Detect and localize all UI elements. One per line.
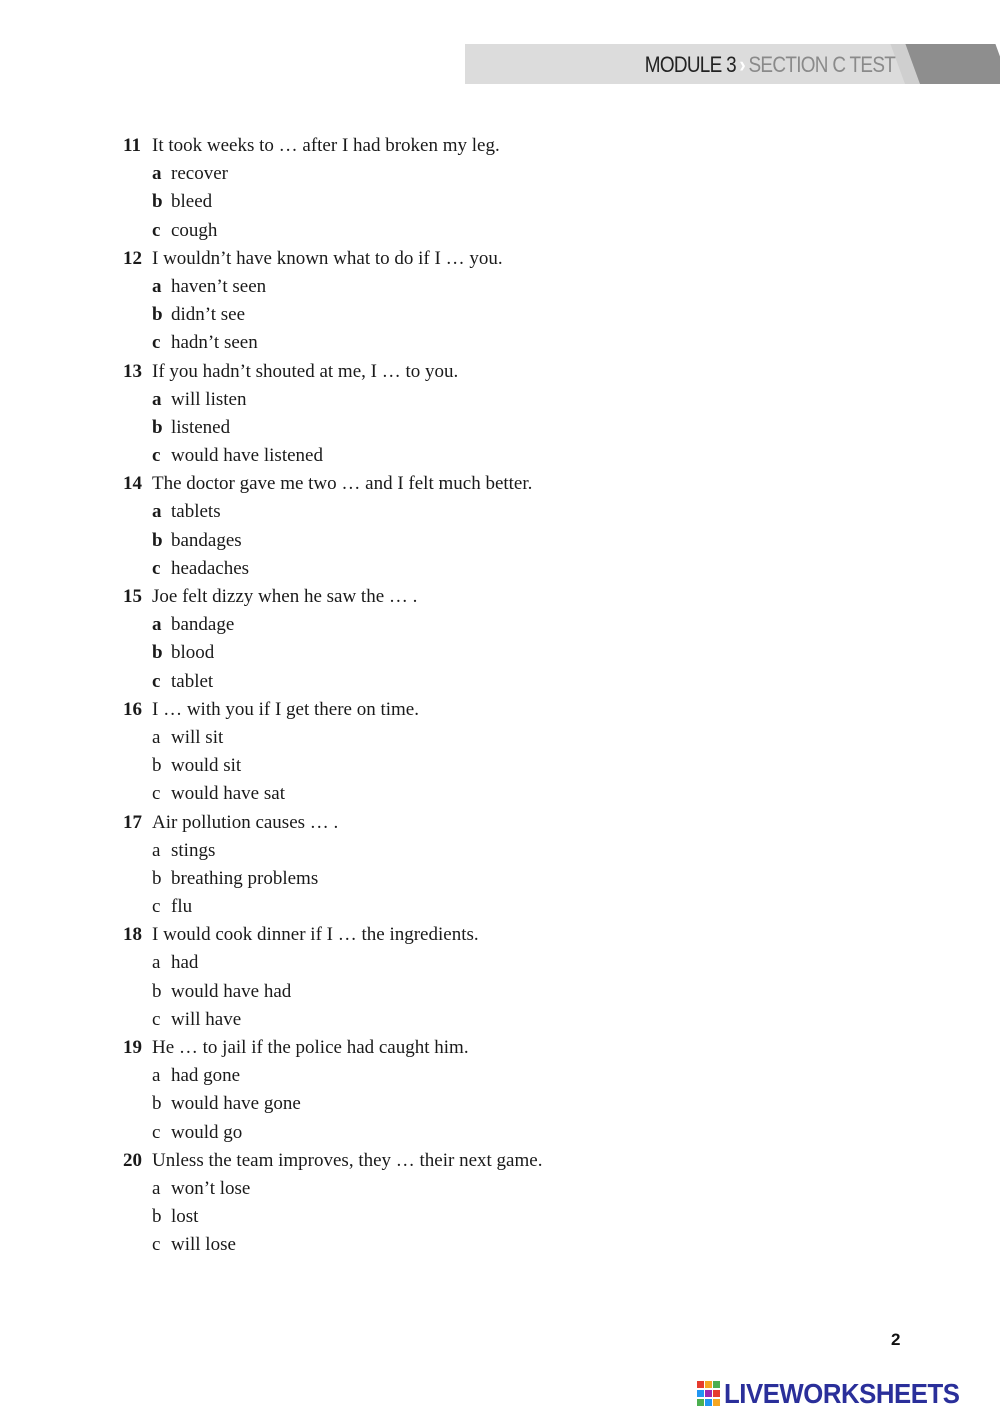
answer-option[interactable] bbox=[152, 160, 823, 188]
option-text: stings bbox=[171, 839, 216, 861]
option-text: would have sat bbox=[171, 783, 285, 805]
answer-options bbox=[152, 949, 823, 1034]
question-stem bbox=[123, 132, 823, 160]
option-text: didn’t see bbox=[171, 304, 246, 326]
option-text: would have had bbox=[171, 980, 292, 1002]
option-letter: a bbox=[152, 1065, 161, 1087]
answer-option[interactable] bbox=[152, 273, 823, 301]
question-number: 12 bbox=[123, 247, 142, 269]
answer-options bbox=[152, 160, 823, 245]
liveworksheets-wordmark: LIVEWORKSHEETS bbox=[724, 1378, 960, 1409]
answer-option[interactable] bbox=[152, 1090, 823, 1118]
answer-option[interactable] bbox=[152, 724, 823, 752]
option-letter: a bbox=[152, 275, 162, 297]
question-text: I wouldn’t have known what to do if I … you. bbox=[152, 247, 503, 269]
question-stem bbox=[123, 921, 823, 949]
section-label: SECTION C TEST bbox=[748, 52, 895, 77]
answer-option[interactable] bbox=[152, 1006, 823, 1034]
option-letter: c bbox=[152, 1008, 161, 1030]
module-label: MODULE 3 bbox=[644, 52, 736, 77]
question-20 bbox=[123, 1147, 823, 1260]
question-19 bbox=[123, 1034, 823, 1147]
option-text: haven’t seen bbox=[171, 275, 267, 297]
question-18 bbox=[123, 921, 823, 1034]
answer-option[interactable] bbox=[152, 442, 823, 470]
option-text: will listen bbox=[171, 388, 247, 410]
option-letter: b bbox=[152, 980, 162, 1002]
option-letter: c bbox=[152, 219, 161, 241]
question-number: 15 bbox=[123, 586, 142, 607]
answer-option[interactable] bbox=[152, 329, 823, 357]
answer-option[interactable] bbox=[152, 188, 823, 216]
answer-option[interactable] bbox=[152, 865, 823, 893]
question-number: 16 bbox=[123, 698, 142, 720]
option-text: breathing problems bbox=[171, 867, 319, 889]
question-text: I would cook dinner if I … the ingredients. bbox=[152, 924, 479, 946]
answer-options bbox=[152, 724, 823, 809]
option-text: had bbox=[171, 952, 199, 974]
liveworksheets-logo bbox=[697, 1378, 980, 1410]
option-text: tablet bbox=[171, 670, 214, 692]
question-number: 20 bbox=[123, 1149, 142, 1171]
question-stem bbox=[123, 696, 823, 724]
answer-options bbox=[152, 498, 823, 583]
answer-option[interactable] bbox=[152, 1231, 823, 1259]
option-letter: c bbox=[152, 783, 161, 805]
answer-option[interactable] bbox=[152, 780, 823, 808]
question-text: If you hadn’t shouted at me, I … to you. bbox=[152, 360, 459, 382]
question-number: 17 bbox=[123, 811, 142, 833]
option-letter: b bbox=[152, 416, 163, 438]
answer-options bbox=[152, 837, 823, 922]
option-letter: b bbox=[152, 642, 163, 664]
question-text: Air pollution causes … . bbox=[152, 811, 339, 833]
question-list bbox=[123, 132, 823, 1260]
answer-option[interactable] bbox=[152, 639, 823, 667]
answer-option[interactable] bbox=[152, 1175, 823, 1203]
answer-option[interactable] bbox=[152, 498, 823, 526]
question-16 bbox=[123, 696, 823, 809]
answer-options bbox=[152, 386, 823, 471]
question-number: 19 bbox=[123, 1037, 142, 1058]
question-text: Unless the team improves, they … their next game. bbox=[152, 1149, 543, 1171]
option-text: flu bbox=[171, 896, 193, 918]
question-text: It took weeks to … after I had broken my leg. bbox=[152, 135, 500, 156]
option-text: lost bbox=[171, 1206, 199, 1228]
answer-option[interactable] bbox=[152, 414, 823, 442]
answer-option[interactable] bbox=[152, 752, 823, 780]
question-number: 11 bbox=[123, 135, 141, 156]
option-text: recover bbox=[171, 163, 228, 185]
option-letter: a bbox=[152, 388, 162, 410]
option-letter: c bbox=[152, 332, 161, 354]
option-text: blood bbox=[171, 642, 215, 664]
answer-options bbox=[152, 1175, 823, 1260]
option-text: bandages bbox=[171, 529, 242, 551]
answer-options bbox=[152, 611, 823, 696]
answer-option[interactable] bbox=[152, 837, 823, 865]
option-text: cough bbox=[171, 219, 218, 241]
answer-option[interactable] bbox=[152, 949, 823, 977]
option-text: would sit bbox=[171, 755, 242, 777]
option-text: listened bbox=[171, 416, 231, 438]
question-15 bbox=[123, 583, 823, 696]
option-text: bandage bbox=[171, 614, 235, 636]
answer-option[interactable] bbox=[152, 611, 823, 639]
option-letter: a bbox=[152, 1177, 161, 1199]
option-letter: a bbox=[152, 952, 161, 974]
question-stem bbox=[123, 1147, 823, 1175]
answer-option[interactable] bbox=[152, 555, 823, 583]
answer-options bbox=[152, 1062, 823, 1147]
question-14 bbox=[123, 470, 823, 583]
option-text: will sit bbox=[171, 726, 224, 748]
answer-option[interactable] bbox=[152, 978, 823, 1006]
chevron-right-icon: › bbox=[739, 52, 745, 77]
option-text: headaches bbox=[171, 557, 250, 579]
option-text: will have bbox=[171, 1008, 242, 1030]
question-number: 14 bbox=[123, 473, 142, 495]
question-text: I … with you if I get there on time. bbox=[152, 698, 419, 720]
answer-option[interactable] bbox=[152, 893, 823, 921]
option-text: won’t lose bbox=[171, 1177, 251, 1199]
option-letter: c bbox=[152, 670, 161, 692]
option-letter: b bbox=[152, 304, 163, 326]
question-stem bbox=[123, 809, 823, 837]
answer-option[interactable] bbox=[152, 1062, 823, 1090]
question-11 bbox=[123, 132, 823, 245]
option-letter: c bbox=[152, 445, 161, 467]
option-letter: b bbox=[152, 529, 163, 551]
answer-option[interactable] bbox=[152, 301, 823, 329]
option-letter: a bbox=[152, 726, 161, 748]
header-banner bbox=[465, 44, 1000, 84]
answer-option[interactable] bbox=[152, 1203, 823, 1231]
answer-option[interactable] bbox=[152, 386, 823, 414]
option-letter: a bbox=[152, 163, 162, 185]
option-text: would have listened bbox=[171, 445, 323, 467]
question-text: Joe felt dizzy when he saw the … . bbox=[152, 586, 418, 607]
answer-option[interactable] bbox=[152, 217, 823, 245]
question-text: He … to jail if the police had caught him. bbox=[152, 1037, 469, 1058]
banner-stripe-dark bbox=[905, 44, 1000, 84]
option-letter: b bbox=[152, 1093, 162, 1115]
option-letter: c bbox=[152, 1234, 161, 1256]
question-number: 18 bbox=[123, 924, 142, 946]
option-letter: a bbox=[152, 501, 162, 523]
answer-option[interactable] bbox=[152, 1119, 823, 1147]
question-17 bbox=[123, 809, 823, 922]
question-text: The doctor gave me two … and I felt much better. bbox=[152, 473, 533, 495]
answer-options bbox=[152, 273, 823, 358]
option-text: hadn’t seen bbox=[171, 332, 258, 354]
liveworksheets-logo-icon bbox=[697, 1381, 721, 1407]
answer-option[interactable] bbox=[152, 668, 823, 696]
option-letter: b bbox=[152, 867, 162, 889]
question-13 bbox=[123, 358, 823, 471]
option-letter: b bbox=[152, 1206, 162, 1228]
question-stem bbox=[123, 358, 823, 386]
option-text: bleed bbox=[171, 191, 213, 213]
question-stem bbox=[123, 245, 823, 273]
banner-title bbox=[645, 52, 895, 78]
option-letter: a bbox=[152, 839, 161, 861]
question-stem bbox=[123, 583, 823, 611]
option-letter: b bbox=[152, 755, 162, 777]
question-stem bbox=[123, 1034, 823, 1062]
option-letter: b bbox=[152, 191, 163, 213]
option-text: will lose bbox=[171, 1234, 236, 1256]
question-stem bbox=[123, 470, 823, 498]
option-letter: c bbox=[152, 557, 161, 579]
option-text: would go bbox=[171, 1121, 243, 1143]
option-letter: a bbox=[152, 614, 162, 636]
page-number: 2 bbox=[891, 1330, 901, 1349]
option-letter: c bbox=[152, 896, 161, 918]
answer-option[interactable] bbox=[152, 527, 823, 555]
option-letter: c bbox=[152, 1121, 161, 1143]
option-text: had gone bbox=[171, 1065, 241, 1087]
question-12 bbox=[123, 245, 823, 358]
option-text: tablets bbox=[171, 501, 221, 523]
option-text: would have gone bbox=[171, 1093, 301, 1115]
question-number: 13 bbox=[123, 360, 142, 382]
